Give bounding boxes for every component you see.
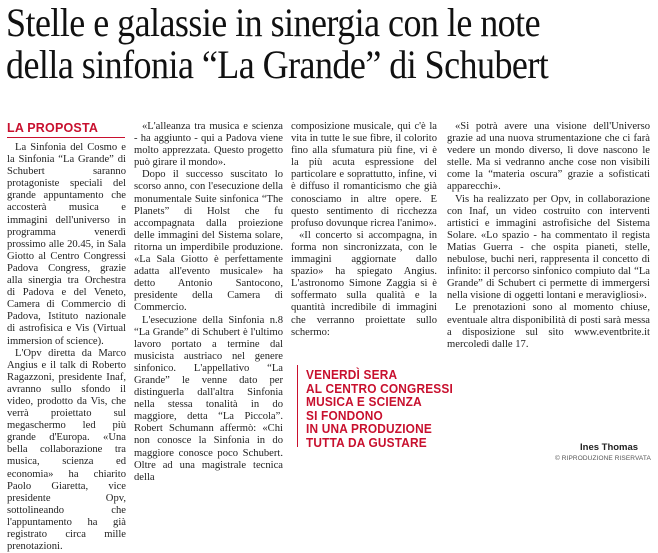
paragraph: «L'alleanza tra musica e scienza - ha aggiunto - qui a Padova viene molto apprezzata. Questo progetto può girare il mondo». <box>134 121 283 169</box>
article-column-2 <box>134 121 283 484</box>
article-column-3 <box>291 121 437 339</box>
paragraph: «Si potrà avere una visione dell'Universo grazie ad una nuova strumentazione che ci farà vedere un mondo diverso, lì dove nascono le stelle. Ma si vedranno anche cose non visibili come la “materia oscura” grazie a sofisticati apparecchi». <box>447 121 650 193</box>
section-kicker <box>7 121 127 138</box>
pullquote-line: MUSICA E SCIENZA <box>306 394 422 410</box>
pullquote-line: TUTTA DA GUSTARE <box>306 434 427 450</box>
headline-line-1: Stelle e galassie in sinergia con le note <box>6 0 541 45</box>
headline-line-2: della sinfonia “La Grande” di Schubert <box>6 42 549 87</box>
paragraph: La Sinfonia del Cosmo e la Sinfonia “La Grande” di Schubert saranno protagoniste speciali del grande appuntamento che accosterà musica e immagini dell'universo in programma venerdì prossimo alle 20.45, in Sala Giotto al Centro Congressi Padova Congress, grazie alla sinergia tra Orchestra di Padova e del Veneto, Camera di Commercio di Padova, Istituto nazionale di astrofisica e Vis (Virtual immersion of science). <box>7 142 126 347</box>
pullquote-line: AL CENTRO CONGRESSI <box>306 380 453 396</box>
paragraph: L'esecuzione della Sinfonia n.8 “La Grande” di Schubert è l'ultimo lavoro portato a termine dal musicista austriaco nel genere sinfonico. L'appellativo “La Grande” le venne dato per distinguerla dall'altra Sinfonia nella stessa tonalità in do maggiore, detta “La Piccola”. Robert Schumann affermò: «Chi non conosce la Sinfonia in do maggiore conosce poco Schubert. Oltre ad una magistrale tecnica della <box>134 314 283 483</box>
paragraph: «Il concerto si accompagna, in forma non sincronizzata, con le immagini aggiornate dallo spazio» ha spiegato Angius. L'astronomo Simone Zaggia si è soffermato sulla qualità e la quantità incredibile di immagini che verranno proiettate sullo schermo: <box>291 229 437 338</box>
kicker-divider <box>7 137 125 138</box>
pullquote-rule <box>297 365 298 447</box>
article-column-4 <box>447 121 650 351</box>
paragraph: Dopo il successo suscitato lo scorso anno, con l'esecuzione della monumentale Suite sinfonica “The Planets” di Holst che fu accompagnata dalla proiezione delle immagini del Sistema solare, ritorna un imperdibile produzione. «La Sala Giotto è perfettamente adatta all'evento musicale» ha detto Antonio Santocono, presidente della Camera di Commercio. <box>134 169 283 314</box>
article-column-1 <box>7 142 126 553</box>
pullquote-line: VENERDÌ SERA <box>306 367 398 382</box>
paragraph: Le prenotazioni sono al momento chiuse, eventuale altra disponibilità di posti sarà messa a disposizione sul sito www.eventbrite.it mercoledì dalle 17. <box>447 302 650 350</box>
copyright-notice: © RIPRODUZIONE RISERVATA <box>555 455 651 462</box>
kicker-label: LA PROPOSTA <box>7 121 99 135</box>
paragraph: composizione musicale, qui c'è la vita in tutte le sue fibre, il colorito fino alla sfumatura più fine, vi è la più acuta espressione del particolare e soprattutto, infine, vi è diffuso il romanticismo che già conosciamo in altre opere. E questo sentimento di ricchezza profuso dovunque ricrea l'animo». <box>291 121 437 229</box>
pullquote-line: IN UNA PRODUZIONE <box>306 421 432 437</box>
pullquote <box>306 367 453 450</box>
paragraph: Vis ha realizzato per Opv, in collaborazione con Inaf, un video costruito con interventi artistici e immagini astrofisiche del Sistema Solare. «Lo spazio - ha commentato il regista Matias Guerra - che ospita pianeti, stelle, nebulose, buchi neri, rappresenta il concetto di infinito: il percorso sinfonico compiuto dal “La Grande” di Schubert ci permette di immergersi nella visione di oggetti lontani e meravigliosi». <box>447 193 650 302</box>
paragraph: L'Opv diretta da Marco Angius e il talk di Roberto Ragazzoni, presidente Inaf, avranno sullo sfondo il video, prodotto da Vis, che verrà proiettato sul megaschermo led più grande d'Europa. «Una bella collaborazione tra musica, scienza ed economia» ha chiarito Paolo Giaretta, vice presidente Opv, sottolineando che l'appuntamento ha già registrato circa mille prenotazioni. <box>7 347 126 553</box>
headline <box>6 2 589 86</box>
pullquote-line: SI FONDONO <box>306 407 383 423</box>
author-byline: Ines Thomas <box>580 442 639 453</box>
